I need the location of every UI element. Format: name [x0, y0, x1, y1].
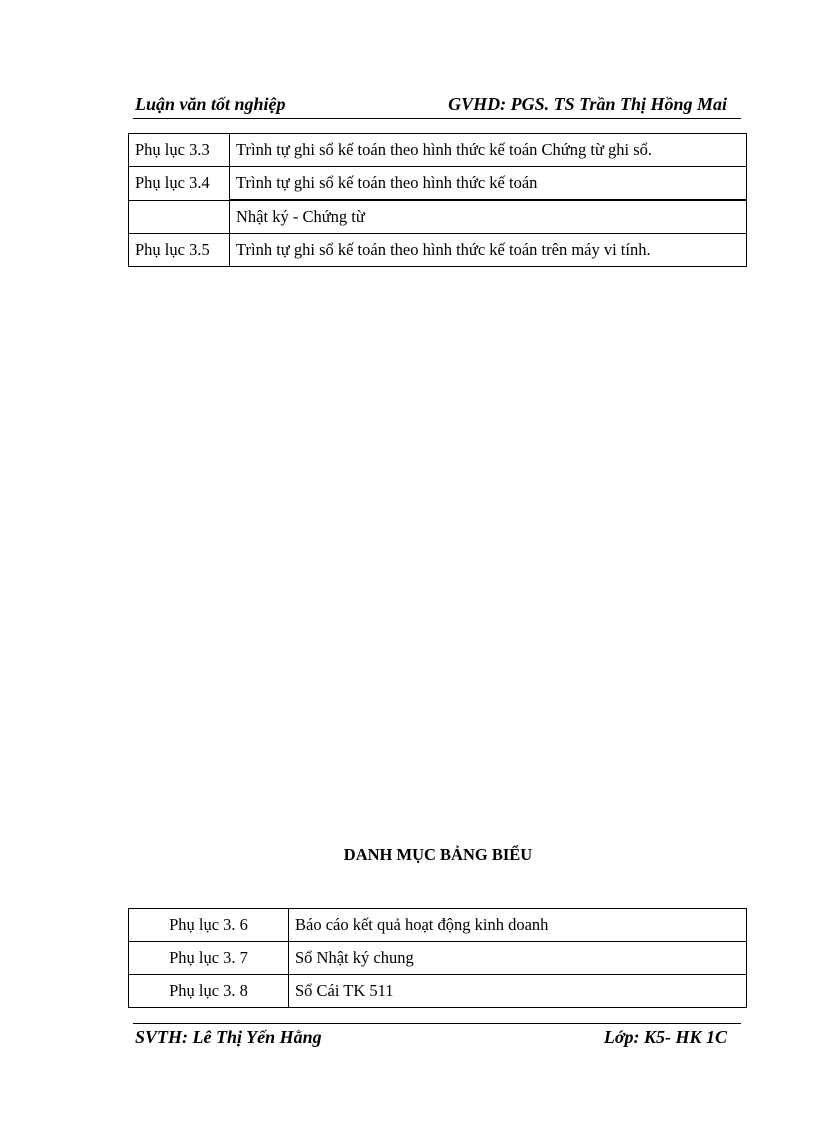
table-row	[129, 909, 747, 942]
header-thesis-label: Luận văn tốt nghiệp	[135, 94, 286, 114]
appendix-code: Phụ lục 3.5	[129, 234, 230, 267]
tables-list	[128, 908, 747, 1008]
section-title: DANH MỤC BẢNG BIỂU	[343, 845, 533, 864]
table-row	[129, 975, 747, 1008]
table-code: Phụ lục 3. 6	[129, 909, 289, 942]
appendix-code: Phụ lục 3.3	[129, 134, 230, 167]
table-row	[129, 234, 747, 267]
appendix-desc: Trình tự ghi sổ kế toán theo hình thức kế toán Chứng từ ghi sổ.	[230, 134, 747, 167]
page-footer	[133, 1023, 741, 1050]
appendix-desc: Trình tự ghi sổ kế toán theo hình thức kế toán trên máy vi tính.	[230, 234, 747, 267]
page-header	[133, 92, 741, 119]
table-desc: Sổ Cái TK 511	[289, 975, 747, 1008]
table-code: Phụ lục 3. 8	[129, 975, 289, 1008]
table-row	[129, 134, 747, 167]
table-desc: Báo cáo kết quả hoạt động kinh doanh	[289, 909, 747, 942]
table-code: Phụ lục 3. 7	[129, 942, 289, 975]
table-row	[129, 200, 747, 234]
table-row	[129, 942, 747, 975]
appendix-table	[128, 133, 747, 267]
appendix-desc: Nhật ký - Chứng từ	[230, 200, 747, 234]
footer-student: SVTH: Lê Thị Yến Hằng	[135, 1027, 322, 1047]
appendix-desc: Trình tự ghi sổ kế toán theo hình thức kế toán	[230, 167, 747, 201]
appendix-code: Phụ lục 3.4	[129, 167, 230, 201]
header-advisor: GVHD: PGS. TS Trần Thị Hồng Mai	[448, 94, 727, 114]
table-desc: Sổ Nhật ký chung	[289, 942, 747, 975]
appendix-code	[129, 200, 230, 234]
footer-class: Lớp: K5- HK 1C	[603, 1027, 727, 1047]
table-row	[129, 167, 747, 201]
